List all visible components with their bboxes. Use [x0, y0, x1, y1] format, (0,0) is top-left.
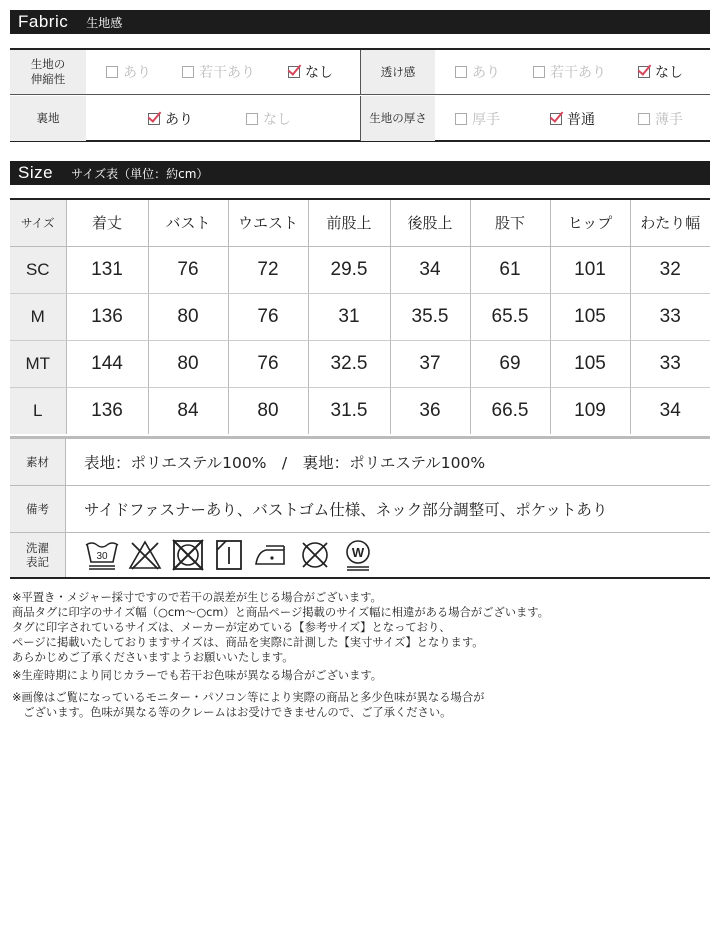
- size-col-header: 前股上: [308, 200, 390, 246]
- table-cell: 32.5: [308, 340, 390, 387]
- thickness-options: [435, 96, 710, 141]
- disclaimer-line: あらかじめご了承くださいますようお願いいたします。: [12, 651, 294, 664]
- table-cell: 136: [66, 387, 148, 434]
- table-cell: 131: [66, 246, 148, 293]
- thickness-option-thick[interactable]: 厚手: [455, 109, 500, 129]
- checkbox-icon: [106, 66, 118, 78]
- fabric-row-2: [10, 96, 710, 141]
- checkbox-checked-icon: [148, 113, 160, 125]
- checkbox-checked-icon: [550, 113, 562, 125]
- remarks-row: [10, 486, 710, 533]
- checkbox-checked-icon: [288, 66, 300, 78]
- remarks-label: 備考: [10, 486, 66, 532]
- disclaimer-block-1: [12, 590, 712, 683]
- fabric-section-header: [10, 10, 710, 34]
- svg-text:W: W: [351, 545, 365, 560]
- material-value: 表地：ポリエステル100% / 裏地：ポリエステル100%: [84, 454, 486, 472]
- table-cell: 66.5: [470, 387, 550, 434]
- size-col-header: サイズ: [10, 200, 66, 246]
- size-col-header: わたり幅: [630, 200, 710, 246]
- size-col-header: 後股上: [390, 200, 470, 246]
- size-col-header: 股下: [470, 200, 550, 246]
- fabric-title-en: Fabric: [18, 12, 69, 31]
- table-cell: 34: [390, 246, 470, 293]
- checkbox-icon: [455, 66, 467, 78]
- checkbox-icon: [638, 113, 650, 125]
- checkbox-icon: [533, 66, 545, 78]
- table-cell: 76: [148, 246, 228, 293]
- table-cell: 33: [630, 340, 710, 387]
- disclaimer-line: ※生産時期により同じカラーでも若干お色味が異なる場合がございます。: [12, 669, 383, 682]
- table-cell: 80: [148, 340, 228, 387]
- size-col-header: バスト: [148, 200, 228, 246]
- table-cell: 61: [470, 246, 550, 293]
- table-cell: 35.5: [390, 293, 470, 340]
- stretch-options: [86, 50, 360, 94]
- care-label: 洗濯 表記: [10, 533, 66, 577]
- material-row: [10, 439, 710, 486]
- size-header-row: [10, 200, 710, 246]
- table-cell: 76: [228, 293, 308, 340]
- table-cell: 84: [148, 387, 228, 434]
- checkbox-icon: [455, 113, 467, 125]
- table-row: [10, 246, 710, 293]
- table-row: [10, 340, 710, 387]
- table-cell: 34: [659, 399, 681, 421]
- size-col-header: ヒップ: [550, 200, 630, 246]
- table-cell: 109: [550, 387, 630, 434]
- stretch-option-ari[interactable]: あり: [106, 62, 151, 82]
- table-cell: 65.5: [470, 293, 550, 340]
- table-cell: 37: [390, 340, 470, 387]
- size-section-header: [10, 161, 710, 185]
- svg-text:30: 30: [96, 551, 108, 562]
- table-row: [10, 293, 710, 340]
- fabric-title-jp: 生地感: [86, 15, 123, 30]
- table-cell: 69: [470, 340, 550, 387]
- table-cell: 31.5: [308, 387, 390, 434]
- table-cell: 31: [308, 293, 390, 340]
- table-cell: 36: [390, 387, 470, 434]
- notes-table: [10, 436, 710, 579]
- table-cell: 105: [550, 340, 630, 387]
- disclaimer-block-2: [12, 690, 712, 720]
- size-title-jp: サイズ表（単位：約cm）: [71, 166, 209, 181]
- table-cell: 80: [228, 387, 308, 434]
- stretch-option-jakkan[interactable]: 若干あり: [182, 62, 255, 82]
- table-row: [10, 387, 710, 434]
- sheer-label: 透け感: [361, 50, 435, 94]
- size-col-header: ウエスト: [228, 200, 308, 246]
- thickness-option-thin[interactable]: 薄手: [638, 109, 683, 129]
- sheer-option-nashi[interactable]: なし: [638, 62, 683, 82]
- table-cell: 29.5: [308, 246, 390, 293]
- table-cell: 101: [550, 246, 630, 293]
- thickness-option-normal[interactable]: 普通: [550, 109, 595, 129]
- disclaimer-line: ※平置き・メジャー採寸ですので若干の誤差が生じる場合がございます。: [12, 591, 382, 604]
- iron-low-icon: [252, 538, 290, 572]
- remarks-value: サイドファスナーあり、バストゴム仕様、ネック部分調整可、ポケットあり: [84, 501, 608, 519]
- fabric-table: [10, 48, 710, 142]
- sheer-options: [435, 50, 710, 94]
- table-cell: 144: [66, 340, 148, 387]
- disclaimer-line: ページに掲載いたしておりますサイズは、商品を実際に計測した【実寸サイズ】となります。: [12, 636, 484, 649]
- stretch-option-nashi[interactable]: なし: [288, 62, 333, 82]
- no-bleach-icon: [127, 538, 163, 572]
- table-cell: 105: [550, 293, 630, 340]
- lining-label: 裏地: [10, 96, 86, 141]
- care-row: [10, 533, 710, 577]
- table-cell: 32: [630, 246, 710, 293]
- care-icons: [66, 533, 383, 577]
- lining-option-ari[interactable]: あり: [148, 109, 193, 129]
- lining-options: [86, 96, 360, 141]
- fabric-row-1: [10, 50, 710, 95]
- disclaimer-line: ※画像はご覧になっているモニター・パソコン等により実際の商品と多少色味が異なる場合が: [12, 691, 485, 704]
- no-tumble-dry-icon: [170, 538, 206, 572]
- wash-30-icon: [84, 538, 120, 572]
- table-cell: 72: [228, 246, 308, 293]
- size-name-cell: MT: [10, 340, 66, 387]
- stretch-label: 生地の 伸縮性: [10, 50, 86, 94]
- material-label: 素材: [10, 439, 66, 485]
- table-cell: 33: [630, 293, 710, 340]
- disclaimer-line: ございます。色味が異なる等のクレームはお受けできませんので、ご了承ください。: [12, 706, 452, 719]
- disclaimer-line: タグに印字されているサイズは、メーカーが定めている【参考サイズ】となっており、: [12, 621, 451, 634]
- size-title-en: Size: [18, 163, 54, 182]
- checkbox-icon: [182, 66, 194, 78]
- lining-option-nashi[interactable]: なし: [246, 109, 291, 129]
- sheer-option-ari[interactable]: あり: [455, 62, 500, 82]
- disclaimer-line: 商品タグに印字のサイズ幅（○cm〜○cm）と商品ページ掲載のサイズ幅に相違がある場合がございます。: [12, 606, 549, 619]
- size-name-cell: SC: [10, 246, 66, 293]
- table-cell: 80: [148, 293, 228, 340]
- thickness-label: 生地の厚さ: [361, 96, 435, 141]
- wet-clean-icon: [340, 537, 376, 573]
- table-cell: 136: [66, 293, 148, 340]
- checkbox-icon: [246, 113, 258, 125]
- checkbox-checked-icon: [638, 66, 650, 78]
- size-name-cell: M: [10, 293, 66, 340]
- line-dry-icon: [213, 538, 245, 572]
- size-name-cell: L: [10, 387, 66, 434]
- no-dry-clean-icon: [297, 538, 333, 572]
- size-col-header: 着丈: [66, 200, 148, 246]
- table-cell: 76: [228, 340, 308, 387]
- size-table: [10, 198, 710, 434]
- sheer-option-jakkan[interactable]: 若干あり: [533, 62, 606, 82]
